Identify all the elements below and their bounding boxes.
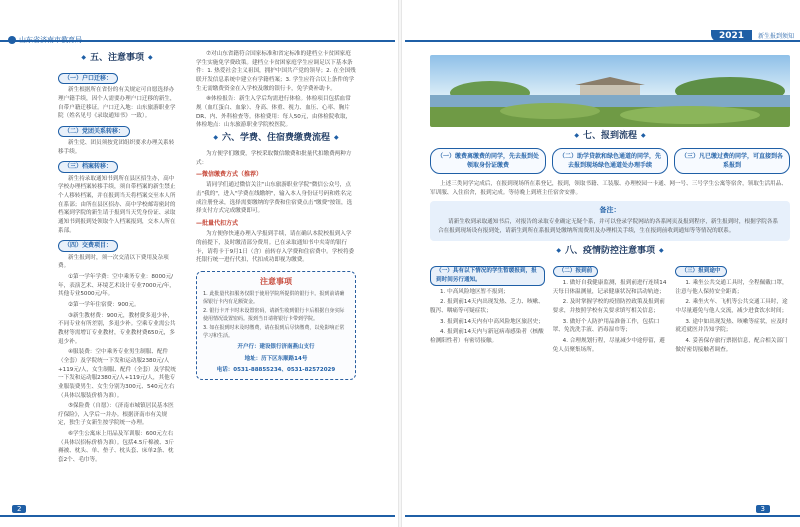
epidemic-item: 3. 报到前14天内有中高风险地区旅居史；	[440, 318, 544, 325]
item-text: 新生党、团员须按党团组织要求办理关系转移手续。	[58, 140, 175, 155]
epidemic-item: 2. 乘坐火车、飞机等公共交通工具时，途中尽量避免与他人交流，减少进食饮水时间；	[675, 299, 788, 314]
notice-line: 1. 此批量代扣服务仅限于使用学院所提供的银行卡。报到前请确保银行卡内有足额资金。	[203, 291, 345, 305]
item-tag: （三）档案转移：	[58, 161, 118, 172]
fee-item: ④服装费：空中乘务专业男生制服、配件（全套）及学院统一下发和运动服2380元/人+119元/人，女生制服、配件（全套）及学院统一下发和运动服2380元/人+119元/人，其他专业服装费男生、女生分别为300元、540元左右（具体以服装价格为准）。	[58, 349, 176, 399]
mid-items	[196, 50, 356, 130]
fee-item: ③新生教材费：900元，教材费多退少补，不同专业有所差别，多退少补。空乘专业需公共教材等需增订专业教材，专业教材费650元，多退少补。	[58, 312, 176, 345]
epidemic-tag: （三）报到途中	[675, 266, 726, 277]
top-bar	[0, 32, 800, 42]
campus-photo-image	[430, 55, 790, 127]
notice-box	[196, 271, 356, 380]
logo-icon	[8, 36, 16, 44]
section-title-5: ◆ 五、注意事项 ◆	[58, 52, 176, 66]
contact-bank: 开户行：建设银行济南燕山支行	[237, 344, 315, 351]
item-tag: （一）户口迁移：	[58, 73, 118, 84]
right-content	[430, 128, 790, 527]
flow-box: （三）凡已缴过费的同学，可直接到各系报到	[674, 148, 790, 174]
epidemic-item: 1. 乘坐公共交通工具时，全程佩戴口罩，注意与他人保持安全距离；	[675, 280, 788, 295]
fee-item: ⑤保险费（自愿）：《济南市城镇居民基本医疗保险》，入学后一并办。根据济南市有关规定，独生子女新生按学院统一办理。	[58, 403, 174, 427]
left-column-1	[58, 50, 176, 490]
epidemic-tag: （一）具有以下情况的学生暂缓报到，报到时间另行通知。	[430, 266, 545, 285]
left-items	[58, 70, 176, 271]
fee-item: ①第一学年学费：空中乘务专业：8000元/年，表演艺术、环境艺术设计专业7000元/年，其他专业5000元/年。	[58, 273, 175, 298]
item-text: 新生持录取通知书到所在县区招生办，高中学校办理档案转移手续，须自带档案的新生禁止个人移转档案，并在报到当天将档案交至本人所在系部；由所在县区招办、高中学校邮寄密封的档案到学院的新生请于报到当天凭身份证、录取通知书到报到处领取个人档案报到，交本人所在系部。	[58, 175, 176, 234]
batch-text: 为方便你快速办理入学报到手续，请在确认本院校报到入学的前提下，及时缴清部分费用。已在录取通知书中夹寄的银行卡，请将卡于9月1日（含）前转存入学费和住宿费中。学校将委托银行统一进行代扣，代扣成功即视为缴费。	[196, 231, 355, 264]
left-column-2	[196, 50, 356, 490]
contact-address: 地址：历下区东顺路14号	[244, 355, 308, 362]
section-title-7: ◆ 七、报到流程 ◆	[430, 130, 790, 144]
flow-boxes	[430, 148, 790, 174]
flow-box: （二）助学贷款和绿色通道的同学，先去报到现场绿色通道处办理手续	[552, 148, 668, 174]
notice-lines	[203, 291, 349, 340]
sub-title-batch: — 批量代扣方式	[196, 219, 356, 228]
epidemic-item: 3. 做好个人防护用品准备工作，包括口罩、免洗洗手液、消毒湿巾等；	[552, 318, 660, 334]
epidemic-item: 3. 途中如出现发热、咳嗽等症状，应及时就近就医并告知学院；	[675, 318, 788, 334]
remark-title: 备注：	[599, 206, 621, 215]
fee-item: ⑥学生公寓床上用品及军训服：600元左右（具体以招标价格为准）。包括4.5斤棉被、3斤褥被、枕头、单、垫子、枕头套、床单2条、枕套2个、毛巾等。	[58, 431, 174, 464]
page-number-left: 2	[12, 505, 26, 513]
contact-phone: 电话：0531-88855234、0531-82572029	[216, 367, 336, 374]
brand	[8, 35, 82, 45]
section7-text: 上述三类同学完成后，在报到现场所在系登记，报到，领取书籍、工装服、办理校园一卡通、网一号、三号学生公寓等宿舍，领取生活用品、军训服、入住宿舍，报到完成。等待晚上到班主任宿舍安排。	[430, 180, 787, 196]
epidemic-item: 4. 报到前14天内与新冠病毒感染者（核酸检测阳性者）有密切接触。	[430, 329, 544, 344]
page-number-right: 3	[756, 505, 770, 513]
epidemic-item: 1. 做好自我健康监测，报到前进行连续14天每日体温测量，记录健康状况和活动轨迹；	[552, 280, 667, 295]
notice-line: 2. 银行卡开卡时未设置密码，请新生收到银行卡后根据自身实际使用情况设置密码。报到当日请将银行卡带到学院。	[203, 308, 345, 322]
fee-item: ②第一学年住宿费：900元。	[68, 301, 140, 308]
campus-photo	[430, 55, 790, 127]
item-text: 新生根据所在省份的有关规定可自愿选择办理户籍手续，因个人需要办理户口迁移的新生，自带户籍迁移证。户口迁入地：山东旅游职业学院（姓名见号《录取通知书》一致）。	[58, 87, 176, 120]
mid-item: ⑦对山东省籍符合国家标准和省定标准的建档立卡贫困家庭学生实施免学费政策。建档立卡贫困家庭学生应调足以下基本条件：1. 热爱社会主义祖国，拥护中国共产党的领导；2. 在全国残联开发信息系统中建立有学籍档案；3. 学生应符合以上条件的学生无需缴费资金在入学校及缴的银行卡，免学费补助卡。	[196, 51, 356, 92]
mid-item: ⑧体检报告：新生入学后均需进行体检。体检项目包括血常规（血红蛋白、血象）、身高、体重、视力、血压、心率、胸片DR、内、外科检查等。体检费用：每人50元，由体检院收取，体检地点：山东旅游职业学院校医院。	[196, 96, 352, 129]
fee-list	[58, 273, 176, 465]
section-title-8: ◆ 八、疫情防控注意事项 ◆	[430, 245, 790, 259]
header-subtitle: 新生报到须知	[757, 33, 794, 40]
epidemic-item: 4. 妥善保存旅行票据信息，配合相关部门做好密切接触者调查。	[675, 337, 788, 353]
notice-title: 注意事项	[260, 277, 292, 286]
remark-box	[430, 201, 790, 241]
epidemic-tag: （二）报到前	[553, 266, 599, 277]
epidemic-column	[675, 263, 790, 356]
epidemic-item: 2. 报到前14天内出现发热、乏力、咳嗽、腹泻、咽痛等可疑症状；	[430, 299, 544, 314]
epidemic-item: 1. 中高风险地区暂不报到；	[440, 288, 509, 295]
page-spine	[398, 0, 402, 527]
notice-line: 3. 如在报到时未及时缴费，请在报到后尽快缴费，以免影响正常学习和生活。	[203, 325, 345, 339]
epidemic-column	[430, 263, 545, 356]
epidemic-columns	[430, 263, 790, 356]
sub-title-wechat: — 微信缴费方式（推荐）	[196, 170, 356, 179]
year-badge: 2021	[711, 30, 752, 42]
section6-intro: 为方便学们缴费，学校采取微信缴费和批量代扣缴费两种方式：	[196, 150, 352, 166]
item-text: 新生报到时，须一次交清以下费用及杂项费。	[58, 254, 169, 270]
epidemic-item: 2. 及时掌握学校的疫情防控政策及报到前要求，并按照学校有关要求填写相关信息；	[552, 299, 665, 314]
bottom-bar-right	[405, 515, 800, 517]
remark-text: 请新生收到录取通知书后，对报告的录取专业确定无疑个系，并可以登录学院网站的各系网页及报到程序，新生报到时，根据学院各系合在报到现场设有报到处，请新生到所在系报到处缴纳所需费用及办理相关手续，生在报到前收到通知等等情况的联系。	[438, 219, 779, 234]
flow-box: （一）缴费离缴费的同学，先去报到处领取身份证缴费	[430, 148, 546, 174]
epidemic-item: 4. 合理规划行程，尽量减少中途停留，避免人员聚集场所。	[552, 337, 665, 353]
bottom-bar-left	[0, 515, 395, 517]
wechat-text: 请同学们通过微信关注"山东旅游职业学院"微信公众号，点击"我的"，进入"学费在线缴纳"，输入本人身份证号码和姓名完成注册登录，选择需要缴纳的学费和住宿费点击"缴费"按钮，选择支付方式完成缴费即可。	[196, 182, 353, 215]
item-tag: （二）党团关系转移：	[58, 126, 130, 137]
item-tag: （四）交费项目：	[58, 240, 118, 251]
brand-text: 山东省济南市教育局	[19, 36, 82, 44]
section-title-6: ◆ 六、学费、住宿费缴费流程 ◆	[196, 132, 356, 146]
epidemic-column	[553, 263, 668, 356]
